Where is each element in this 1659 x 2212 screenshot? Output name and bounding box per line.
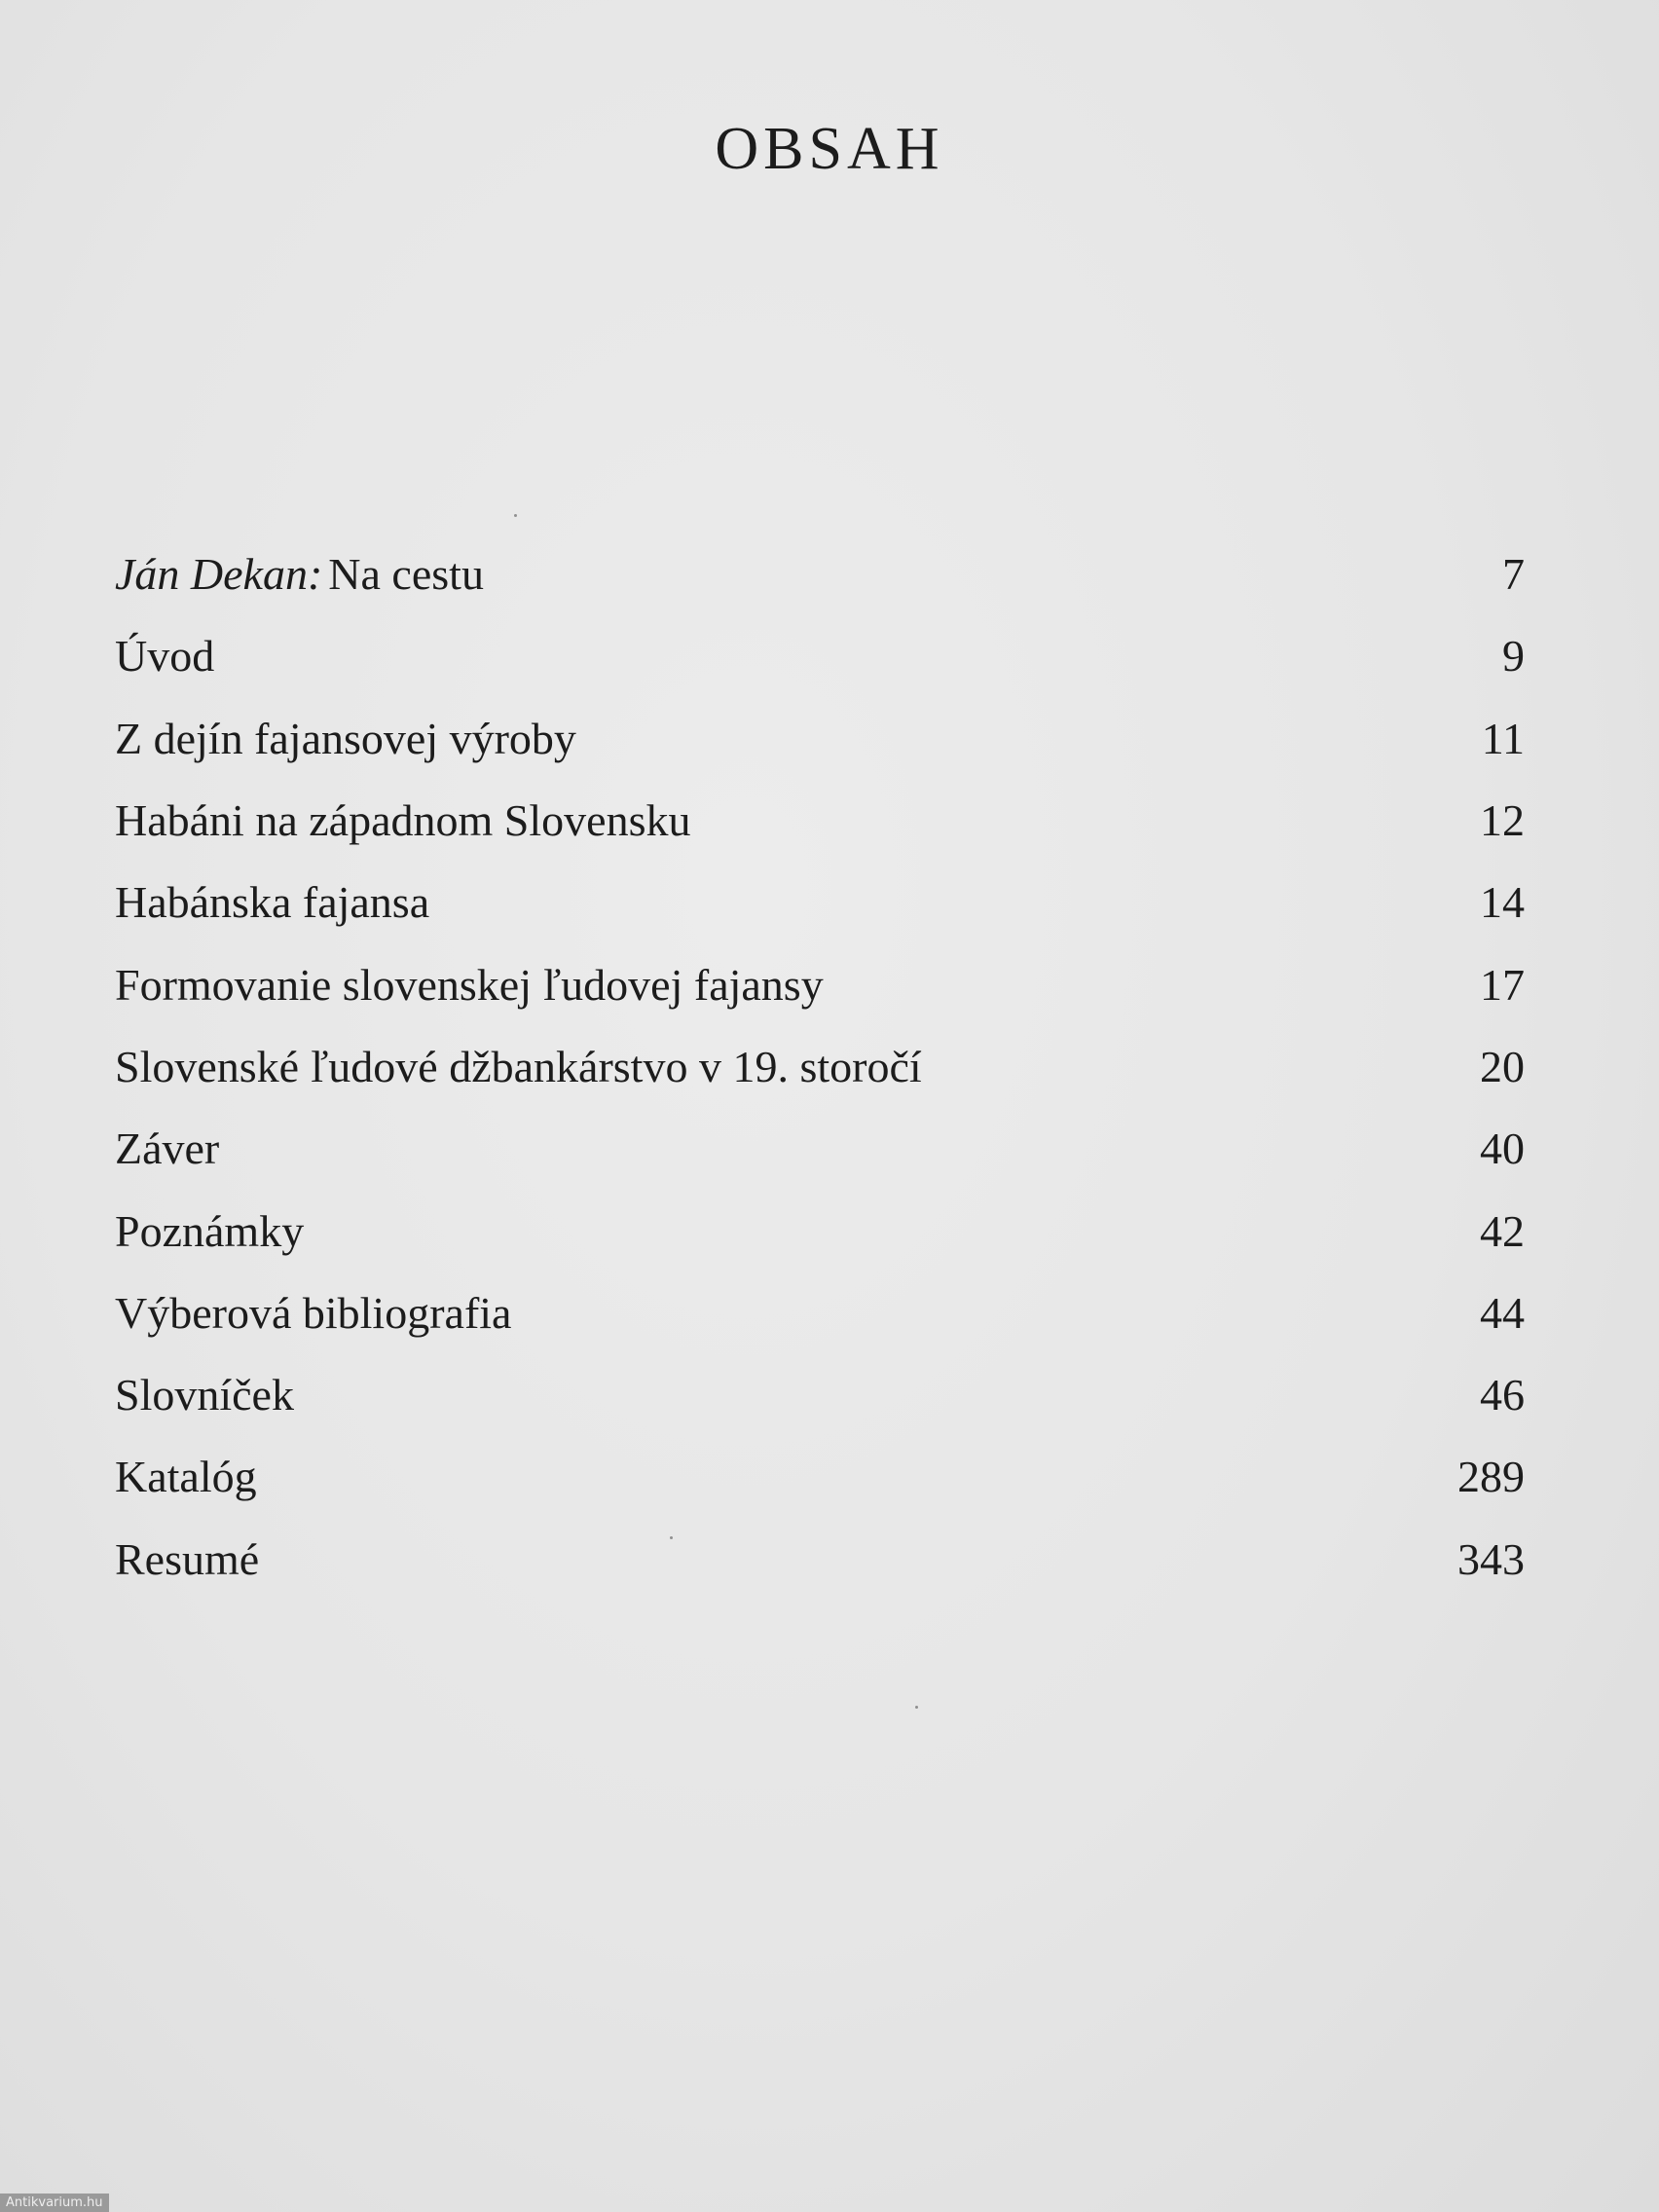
- toc-entry-page: 343: [1457, 1533, 1525, 1584]
- toc-entry: [115, 534, 1525, 615]
- toc-entry-page: 40: [1480, 1124, 1525, 1174]
- toc-entry: [115, 943, 1525, 1025]
- table-of-contents: [115, 534, 1525, 1601]
- toc-entry-page: 11: [1481, 713, 1525, 763]
- paper-speck: [915, 1706, 918, 1709]
- toc-entry-author: Ján Dekan:: [115, 549, 323, 600]
- paper-speck: [670, 1536, 673, 1539]
- toc-entry-page: 44: [1480, 1287, 1525, 1338]
- toc-entry-title: Resumé: [115, 1533, 260, 1584]
- toc-entry: [115, 1519, 1525, 1601]
- toc-entry-title: Záver: [115, 1124, 220, 1174]
- toc-entry: [115, 1108, 1525, 1190]
- toc-entry-page: 42: [1480, 1205, 1525, 1256]
- toc-entry: [115, 1272, 1525, 1354]
- toc-entry-page: 14: [1480, 877, 1525, 928]
- toc-entry: [115, 615, 1525, 697]
- toc-entry-title: Katalóg: [115, 1452, 257, 1502]
- toc-entry-page: 17: [1480, 959, 1525, 1010]
- toc-entry: [115, 1026, 1525, 1108]
- toc-entry: [115, 1436, 1525, 1518]
- toc-entry-title: Habáni na západnom Slovensku: [115, 795, 691, 846]
- watermark: Antikvarium.hu: [0, 2194, 109, 2212]
- toc-entry-title: Poznámky: [115, 1205, 305, 1256]
- toc-entry-title: Úvod: [115, 631, 215, 682]
- toc-entry-page: 20: [1480, 1041, 1525, 1091]
- toc-entry-title: Habánska fajansa: [115, 877, 430, 928]
- toc-entry-page: 9: [1502, 631, 1525, 682]
- toc-entry-title: Slovenské ľudové džbankárstvo v 19. storočí: [115, 1041, 922, 1091]
- toc-entry: [115, 780, 1525, 862]
- toc-entry-title: Formovanie slovenskej ľudovej fajansy: [115, 959, 824, 1010]
- paper-speck: [514, 514, 517, 517]
- toc-entry: [115, 1190, 1525, 1272]
- toc-entry-page: 12: [1480, 795, 1525, 846]
- toc-entry-page: 289: [1457, 1452, 1525, 1502]
- toc-entry-title: Na cestu: [328, 549, 484, 600]
- toc-entry: [115, 1354, 1525, 1436]
- toc-entry-title: Z dejín fajansovej výroby: [115, 713, 576, 763]
- toc-entry: [115, 862, 1525, 943]
- toc-entry-title: Výberová bibliografia: [115, 1287, 512, 1338]
- toc-entry-page: 46: [1480, 1370, 1525, 1420]
- toc-entry: [115, 698, 1525, 780]
- page-title: OBSAH: [715, 116, 944, 182]
- toc-entry-label: [115, 549, 484, 600]
- toc-entry-page: 7: [1502, 549, 1525, 600]
- toc-entry-title: Slovníček: [115, 1370, 294, 1420]
